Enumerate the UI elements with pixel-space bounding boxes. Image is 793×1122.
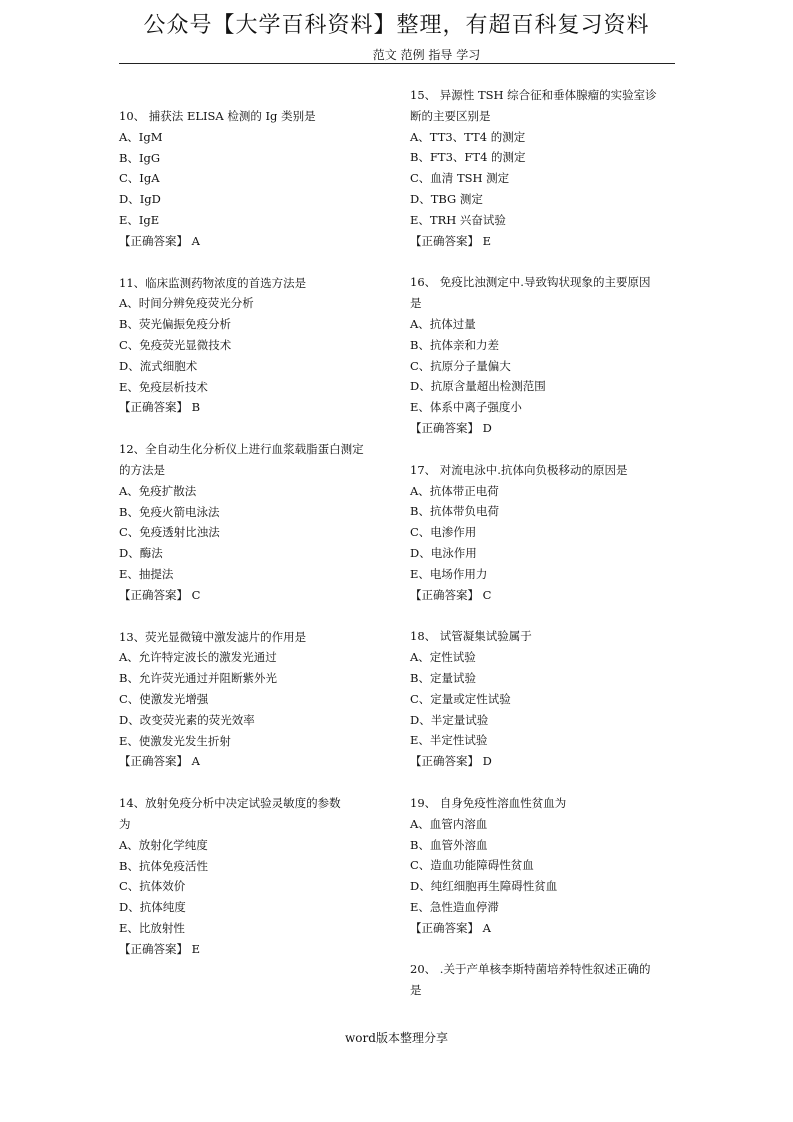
left-column	[119, 106, 399, 959]
question-stem: 是	[410, 983, 422, 998]
question-block	[410, 626, 690, 772]
answer-option: C、血清 TSH 测定	[410, 171, 510, 186]
question-spacer	[410, 605, 690, 626]
answer-option: E、IgE	[119, 212, 160, 227]
right-column	[410, 85, 690, 1001]
question-spacer	[119, 418, 399, 439]
question-spacer	[119, 606, 399, 627]
question-stem: 20、 .关于产单核李斯特菌培养特性叙述正确的	[410, 962, 651, 977]
correct-answer: 【正确答案】 C	[119, 587, 201, 602]
answer-option: B、抗体带负电荷	[410, 504, 499, 519]
correct-answer: 【正确答案】 E	[410, 233, 492, 248]
answer-option: C、电渗作用	[410, 525, 477, 540]
answer-option: A、定性试验	[410, 650, 476, 665]
question-stem: 13、荧光显微镜中激发滤片的作用是	[119, 629, 307, 644]
question-stem: 为	[119, 816, 131, 831]
answer-option: E、电场作用力	[410, 566, 488, 581]
question-stem: 的方法是	[119, 462, 165, 477]
question-block	[119, 439, 399, 605]
answer-option: D、TBG 测定	[410, 191, 483, 206]
question-stem: 17、 对流电泳中.抗体向负极移动的原因是	[410, 462, 628, 477]
answer-option: D、电泳作用	[410, 545, 477, 560]
question-stem: 18、 试管凝集试验属于	[410, 629, 532, 644]
answer-option: D、IgD	[119, 192, 161, 207]
answer-option: C、IgA	[119, 171, 160, 186]
answer-option: C、使激发光增强	[119, 691, 209, 706]
answer-option: E、抽提法	[119, 566, 174, 581]
answer-option: C、造血功能障碍性贫血	[410, 858, 534, 873]
answer-option: A、时间分辨免疫荧光分析	[119, 296, 254, 311]
answer-option: E、免疫层析技术	[119, 379, 208, 394]
answer-option: B、荧光偏振免疫分析	[119, 317, 231, 332]
question-block	[119, 793, 399, 959]
page-banner: 公众号【大学百科资料】整理，有超百科复习资料	[143, 13, 650, 38]
answer-option: D、改变荧光素的荧光效率	[119, 712, 255, 727]
answer-option: D、半定量试验	[410, 712, 489, 727]
question-stem: 19、 自身免疫性溶血性贫血为	[410, 795, 567, 810]
page-subtitle: 范文 范例 指导 学习	[372, 48, 481, 62]
question-stem: 断的主要区别是	[410, 108, 491, 123]
answer-option: B、抗体亲和力差	[410, 337, 499, 352]
correct-answer: 【正确答案】 B	[119, 400, 201, 415]
question-stem: 11、临床监测药物浓度的首选方法是	[119, 275, 307, 290]
question-spacer	[410, 938, 690, 959]
question-block	[410, 85, 690, 251]
question-block	[410, 272, 690, 438]
answer-option: C、定量或定性试验	[410, 691, 511, 706]
answer-option: A、免疫扩散法	[119, 483, 197, 498]
correct-answer: 【正确答案】 A	[119, 233, 200, 248]
answer-option: E、体系中离子强度小	[410, 400, 522, 415]
answer-option: D、抗体纯度	[119, 900, 186, 915]
correct-answer: 【正确答案】 A	[410, 920, 491, 935]
answer-option: A、TT3、TT4 的测定	[410, 129, 526, 144]
answer-option: E、比放射性	[119, 920, 185, 935]
answer-option: D、酶法	[119, 546, 163, 561]
answer-option: D、抗原含量超出检测范围	[410, 379, 546, 394]
correct-answer: 【正确答案】 D	[410, 754, 492, 769]
question-spacer	[410, 251, 690, 272]
answer-option: A、抗体带正电荷	[410, 483, 499, 498]
correct-answer: 【正确答案】 A	[119, 754, 200, 769]
answer-option: A、IgM	[119, 129, 163, 144]
answer-option: D、流式细胞术	[119, 358, 198, 373]
answer-option: C、免疫透射比浊法	[119, 525, 220, 540]
correct-answer: 【正确答案】 E	[119, 941, 201, 956]
question-block	[410, 959, 690, 1001]
answer-option: B、抗体免疫活性	[119, 858, 208, 873]
answer-option: B、FT3、FT4 的测定	[410, 150, 526, 165]
question-stem: 16、 免疫比浊测定中.导致钩状现象的主要原因	[410, 275, 651, 290]
question-stem: 是	[410, 296, 422, 311]
answer-option: B、血管外溶血	[410, 837, 488, 852]
question-spacer	[119, 772, 399, 793]
question-block	[119, 106, 399, 252]
answer-option: A、允许特定波长的激发光通过	[119, 650, 277, 665]
question-stem: 14、放射免疫分析中决定试验灵敏度的参数	[119, 796, 341, 811]
question-block	[410, 793, 690, 939]
answer-option: E、急性造血停滞	[410, 899, 499, 914]
answer-option: B、免疫火箭电泳法	[119, 504, 220, 519]
answer-option: A、放射化学纯度	[119, 837, 208, 852]
question-block	[119, 627, 399, 773]
answer-option: B、IgG	[119, 150, 161, 165]
answer-option: C、免疫荧光显微技术	[119, 337, 232, 352]
correct-answer: 【正确答案】 C	[410, 587, 492, 602]
correct-answer: 【正确答案】 D	[410, 420, 492, 435]
question-block	[410, 460, 690, 606]
answer-option: A、抗体过量	[410, 316, 476, 331]
question-block	[119, 273, 399, 419]
answer-option: C、抗原分子量偏大	[410, 358, 511, 373]
question-spacer	[119, 252, 399, 273]
answer-option: C、抗体效价	[119, 879, 186, 894]
answer-option: B、允许荧光通过并阻断紫外光	[119, 671, 277, 686]
question-spacer	[410, 772, 690, 793]
answer-option: A、血管内溶血	[410, 816, 488, 831]
question-stem: 15、 异源性 TSH 综合征和垂体腺瘤的实验室诊	[410, 88, 657, 102]
question-spacer	[410, 439, 690, 460]
header-divider	[119, 63, 675, 64]
answer-option: E、半定性试验	[410, 733, 488, 748]
answer-option: D、纯红细胞再生障碍性贫血	[410, 879, 558, 894]
answer-option: B、定量试验	[410, 670, 476, 685]
answer-option: E、使激发光发生折射	[119, 733, 231, 748]
answer-option: E、TRH 兴奋试验	[410, 212, 506, 227]
page-footer: word版本整理分享	[345, 1031, 448, 1045]
question-stem: 12、全自动生化分析仪上进行血浆载脂蛋白测定	[119, 442, 364, 457]
question-stem: 10、 捕获法 ELISA 检测的 Ig 类别是	[119, 109, 316, 123]
